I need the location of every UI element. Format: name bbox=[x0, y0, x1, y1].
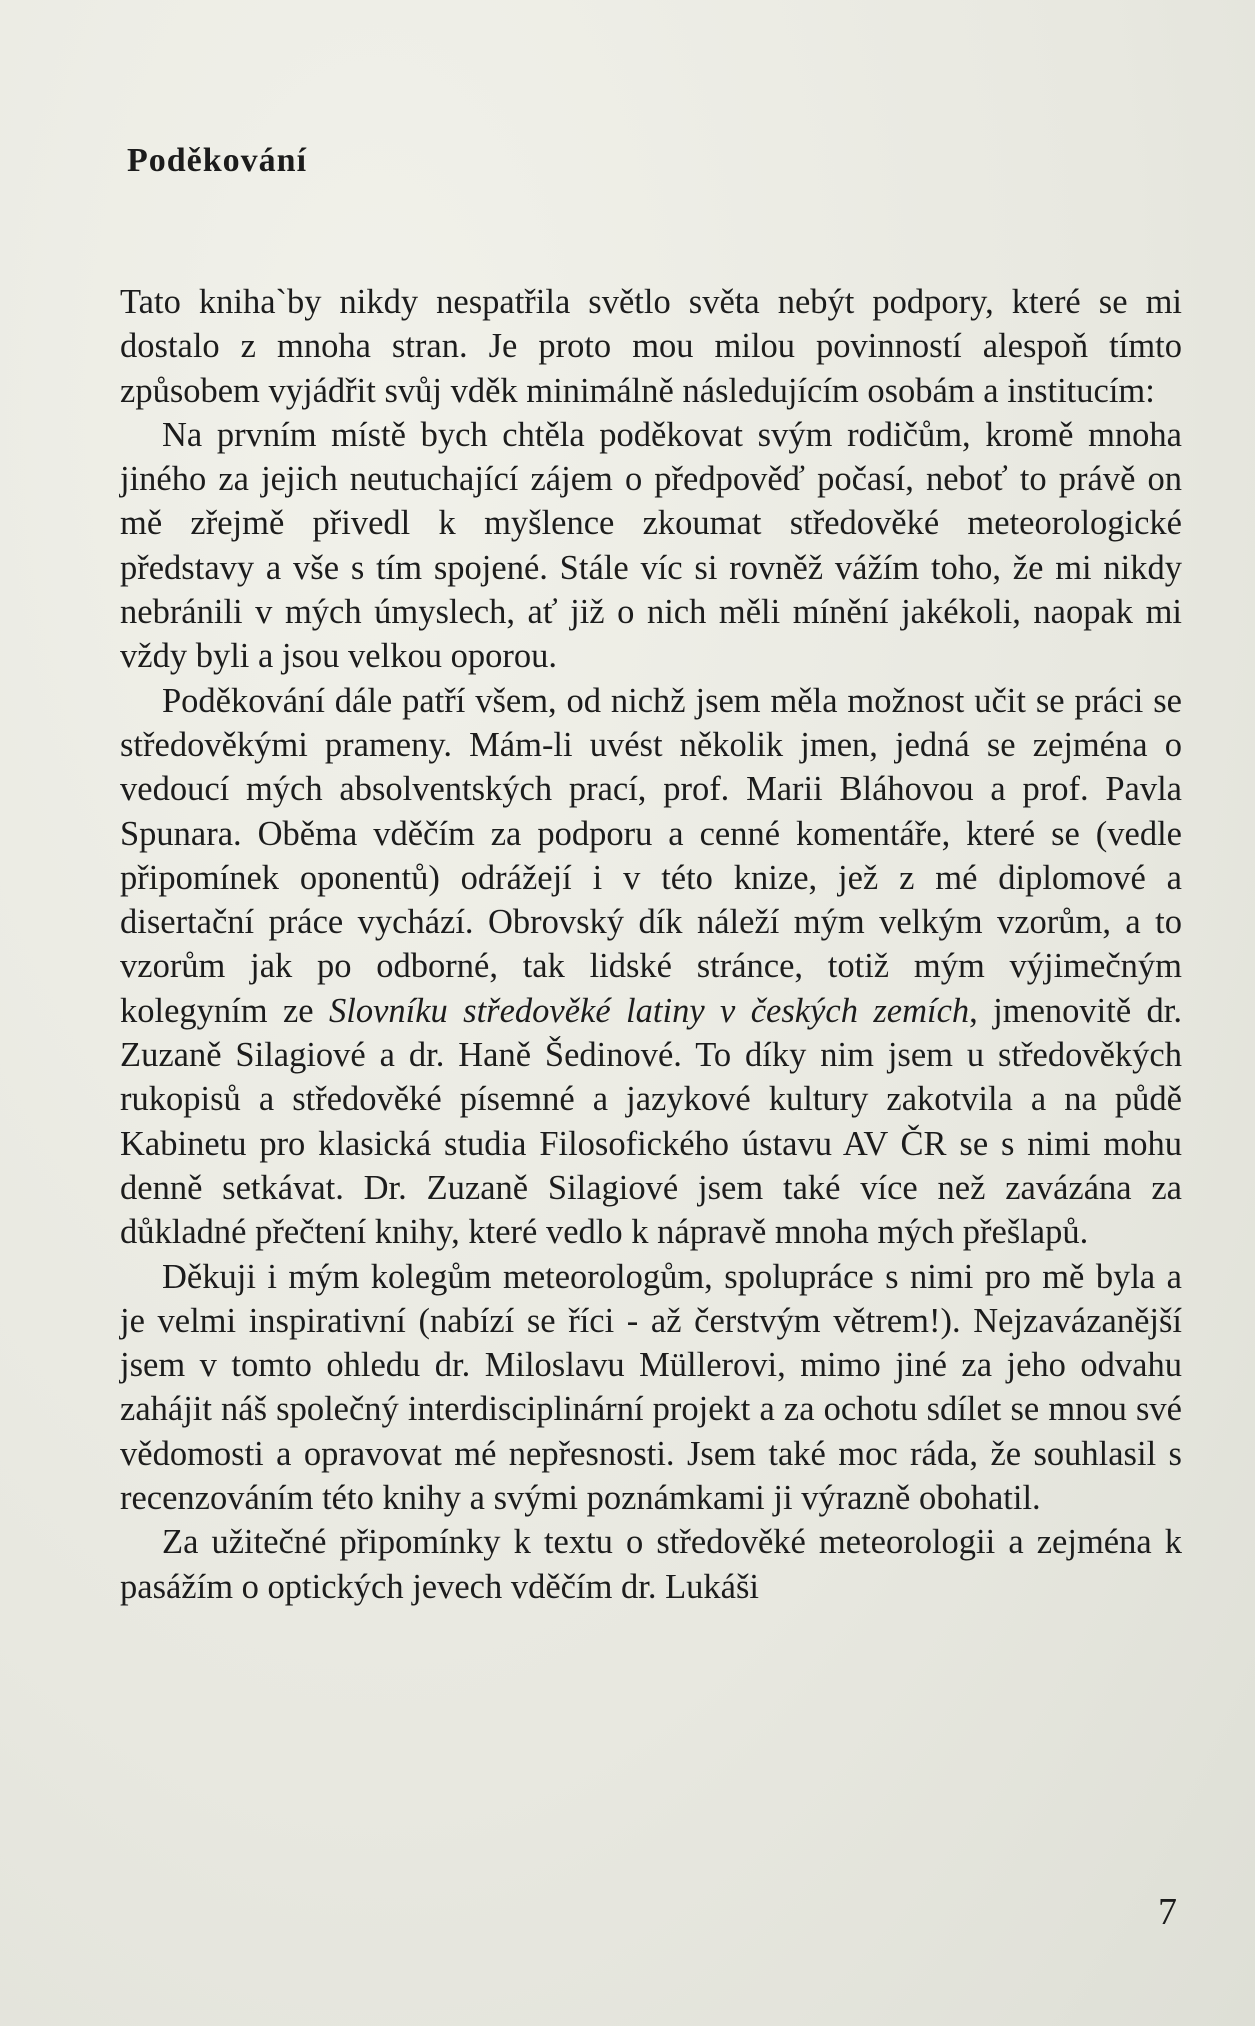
paragraph-intro: Tato kniha`by nikdy nespatřila světlo světa nebýt podpory, které se mi dostalo z mnoha stran. Je proto mou milou povinností alespoň tímto způsobem vyjádřit svůj vděk minimálně následujícím osobám a institucím: bbox=[120, 283, 1182, 410]
paragraph-meteorologists: Děkuji i mým kolegům meteorologům, spolupráce s nimi pro mě byla a je velmi inspirativní (nabízí se říci - až čerstvým větrem!). Nejzavázanější jsem v tomto ohledu dr. Miloslavu Müllerovi, mimo jiné za jeho odvahu zahájit náš společný interdisciplinární projekt a za ochotu sdílet se mnou své vědomosti a opravovat mé nepřesnosti. Jsem také moc ráda, že souhlasil s recenzováním této knihy a svými poznámkami ji výrazně obohatil. bbox=[120, 1257, 1182, 1518]
paragraph-teachers bbox=[120, 679, 1182, 1255]
page-number: 7 bbox=[1158, 1891, 1177, 1933]
body-text bbox=[120, 280, 1182, 1609]
chapter-heading: Poděkování bbox=[127, 142, 308, 179]
paragraph-teachers-part-b: , jmenovitě dr. Zuzaně Silagiové a dr. Haně Šedinové. To díky nim jsem u středověkých rukopisů a středověké písemné a jazykové kultury zakotvila a na půdě Kabinetu pro klasická studia Filosofického ústavu AV ČR se s nimi mohu denně setkávat. Dr. Zuzaně Silagiové jsem také více než zavázána za důkladné přečtení knihy, které vedlo k nápravě mnoha mých přešlapů. bbox=[120, 991, 1182, 1252]
paragraph-teachers-part-a: Poděkování dále patří všem, od nichž jsem měla možnost učit se práci se středověkými prameny. Mám-li uvést několik jmen, jedná se zejména o vedoucí mých absolventských prací, prof. Marii Bláhovou a prof. Pavla Spunara. Oběma vděčím za podporu a cenné komentáře, které se (vedle připomínek oponentů) odrážejí i v této knize, jež z mé diplomové a disertační práce vychází. Obrovský dík náleží mým velkým vzorům, a to vzorům jak po odborné, tak lidské stránce, totiž mým výjimečným kolegyním ze bbox=[120, 681, 1182, 1030]
paragraph-comments: Za užitečné připomínky k textu o středověké meteorologii a zejména k pasážím o optických jevech vděčím dr. Lukáši bbox=[120, 1523, 1182, 1606]
dictionary-title: Slovníku středověké latiny v českých zemích bbox=[328, 991, 970, 1030]
paragraph-parents: Na prvním místě bych chtěla poděkovat svým rodičům, kromě mnoha jiného za jejich neutuchající zájem o předpověď počasí, neboť to právě on mě zřejmě přivedl k myšlence zkoumat středověké meteorologické představy a vše s tím spojené. Stále víc si rovněž vážím toho, že mi nikdy nebránili v mých úmyslech, ať již o nich měli mínění jakékoli, naopak mi vždy byli a jsou velkou oporou. bbox=[120, 415, 1182, 676]
